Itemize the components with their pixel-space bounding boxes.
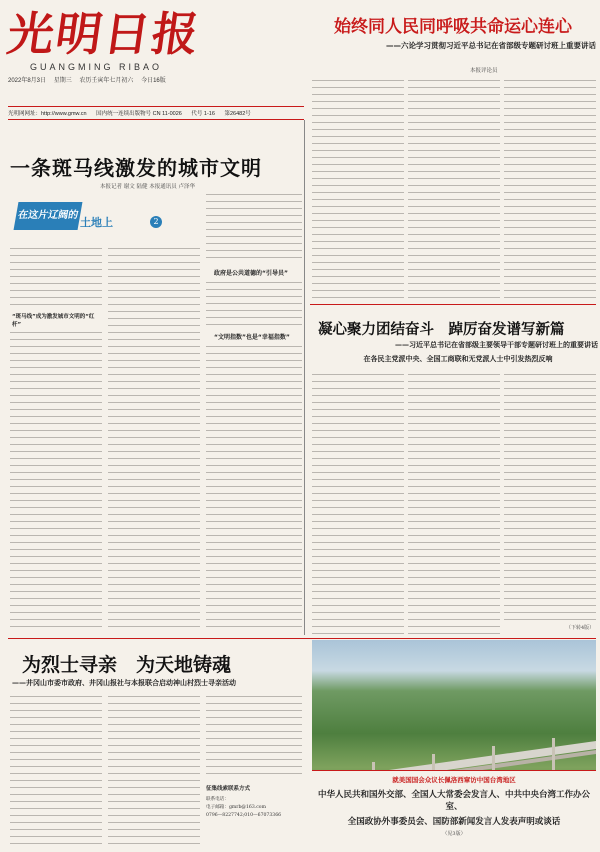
issue-lunar-date: 农历壬寅年七月初六 [79,78,134,84]
martyrs-body-3 [206,694,302,780]
unity-body-1 [312,372,404,634]
section-rule [310,304,596,305]
commentary-subhead: ——六论学习贯彻习近平总书记在省部级专题研讨班上重要讲话 [386,41,596,50]
issue-date: 2022年8月3日 [8,78,47,84]
commentary-body-2 [408,78,500,300]
martyrs-subhead: ——井冈山市委市政府、井冈山报社与本报联合启动神山村烈士寻亲活动 [12,679,236,687]
unity-subhead-2: 在各民主党派中央、全国工商联和无党派人士中引发热烈反响 [363,355,553,363]
series-badge [16,196,176,242]
lead-body-text-5 [206,280,302,326]
dateline [8,75,200,84]
unity-subhead-1: ——习近平总书记在省部级主要领导干部专题研讨班上的重要讲话 [395,341,598,349]
series-tag: 在这片辽阔的 [14,202,83,230]
statement-note: （见3版） [442,831,466,837]
commentary-body-1 [312,78,404,300]
masthead [4,6,204,102]
contact-label: 联系电话： [206,797,229,802]
continued-note: （下转4版） [566,625,595,631]
fold-rule [8,638,596,639]
unity-body-3 [504,372,596,622]
publication-info-line [8,106,304,120]
issue-number: 第26482号 [224,111,251,117]
lead-body-text-3 [108,246,200,630]
newspaper-logo: 光明日报 [4,7,204,61]
series-number: 2 [150,216,162,228]
lead-headline[interactable]: 一条斑马线激发的城市文明 [10,156,262,180]
lead-byline: 本报记者 谢文 陆健 本报通讯员 卢泽华 [100,184,195,190]
masthead-pinyin: GUANGMING RIBAO [30,62,163,72]
unity-headline[interactable]: 凝心聚力团结奋斗 踔厉奋发谱写新篇 [318,322,565,338]
commentary-body-3 [504,78,596,300]
website-link[interactable]: 光明网网址：http://www.gmw.cn [8,111,87,117]
unity-body-2 [408,372,500,634]
lead-body-text-6 [206,344,302,630]
contact-block [206,796,302,820]
lead-section-heading-1: “斑马线”成为激发城市文明的“红杆” [12,314,95,328]
lead-section-heading-3: “文明指数”也是“幸福指数” [214,334,290,341]
postal-code: 代号 1-16 [191,111,215,117]
martyrs-headline[interactable]: 为烈士寻亲 为天地铸魂 [22,654,232,676]
martyrs-body-1 [10,694,102,848]
series-subtag: 土地上 [80,216,113,229]
statement-block [312,770,596,849]
lead-section-heading-2: 政府是公共道德的“引导员” [214,270,288,277]
issue-edition-count: 今日16版 [141,78,166,84]
contact-email[interactable]: 电子邮箱：gmrb@163.com [206,805,266,810]
column-divider [304,120,305,635]
commentary-author: 本报评论员 [470,68,498,74]
commentary-headline[interactable]: 始终同人民同呼吸共命运心连心 [334,17,572,37]
lead-body-text-1 [10,246,102,310]
lead-body-text-2 [10,330,102,630]
serial-number: 国内统一连续出版物号 CN 11-0026 [96,111,182,117]
lead-body-text-4 [206,192,302,260]
contact-heading: 征集线索联系方式 [206,786,251,792]
statement-title-3[interactable]: 全国政协外事委员会、国防部新闻发言人发表声明或谈话 [347,817,561,827]
issue-weekday: 星期三 [53,78,72,84]
martyrs-body-2 [108,694,200,848]
contact-phone: 0796—8227742;010—67073366 [206,813,282,818]
statement-title-1[interactable]: 就美国国会众议长佩洛西窜访中国台湾地区 [392,776,516,784]
statement-title-2[interactable]: 中华人民共和国外交部、全国人大常委会发言人、中共中央台湾工作办公室、 [317,790,590,812]
